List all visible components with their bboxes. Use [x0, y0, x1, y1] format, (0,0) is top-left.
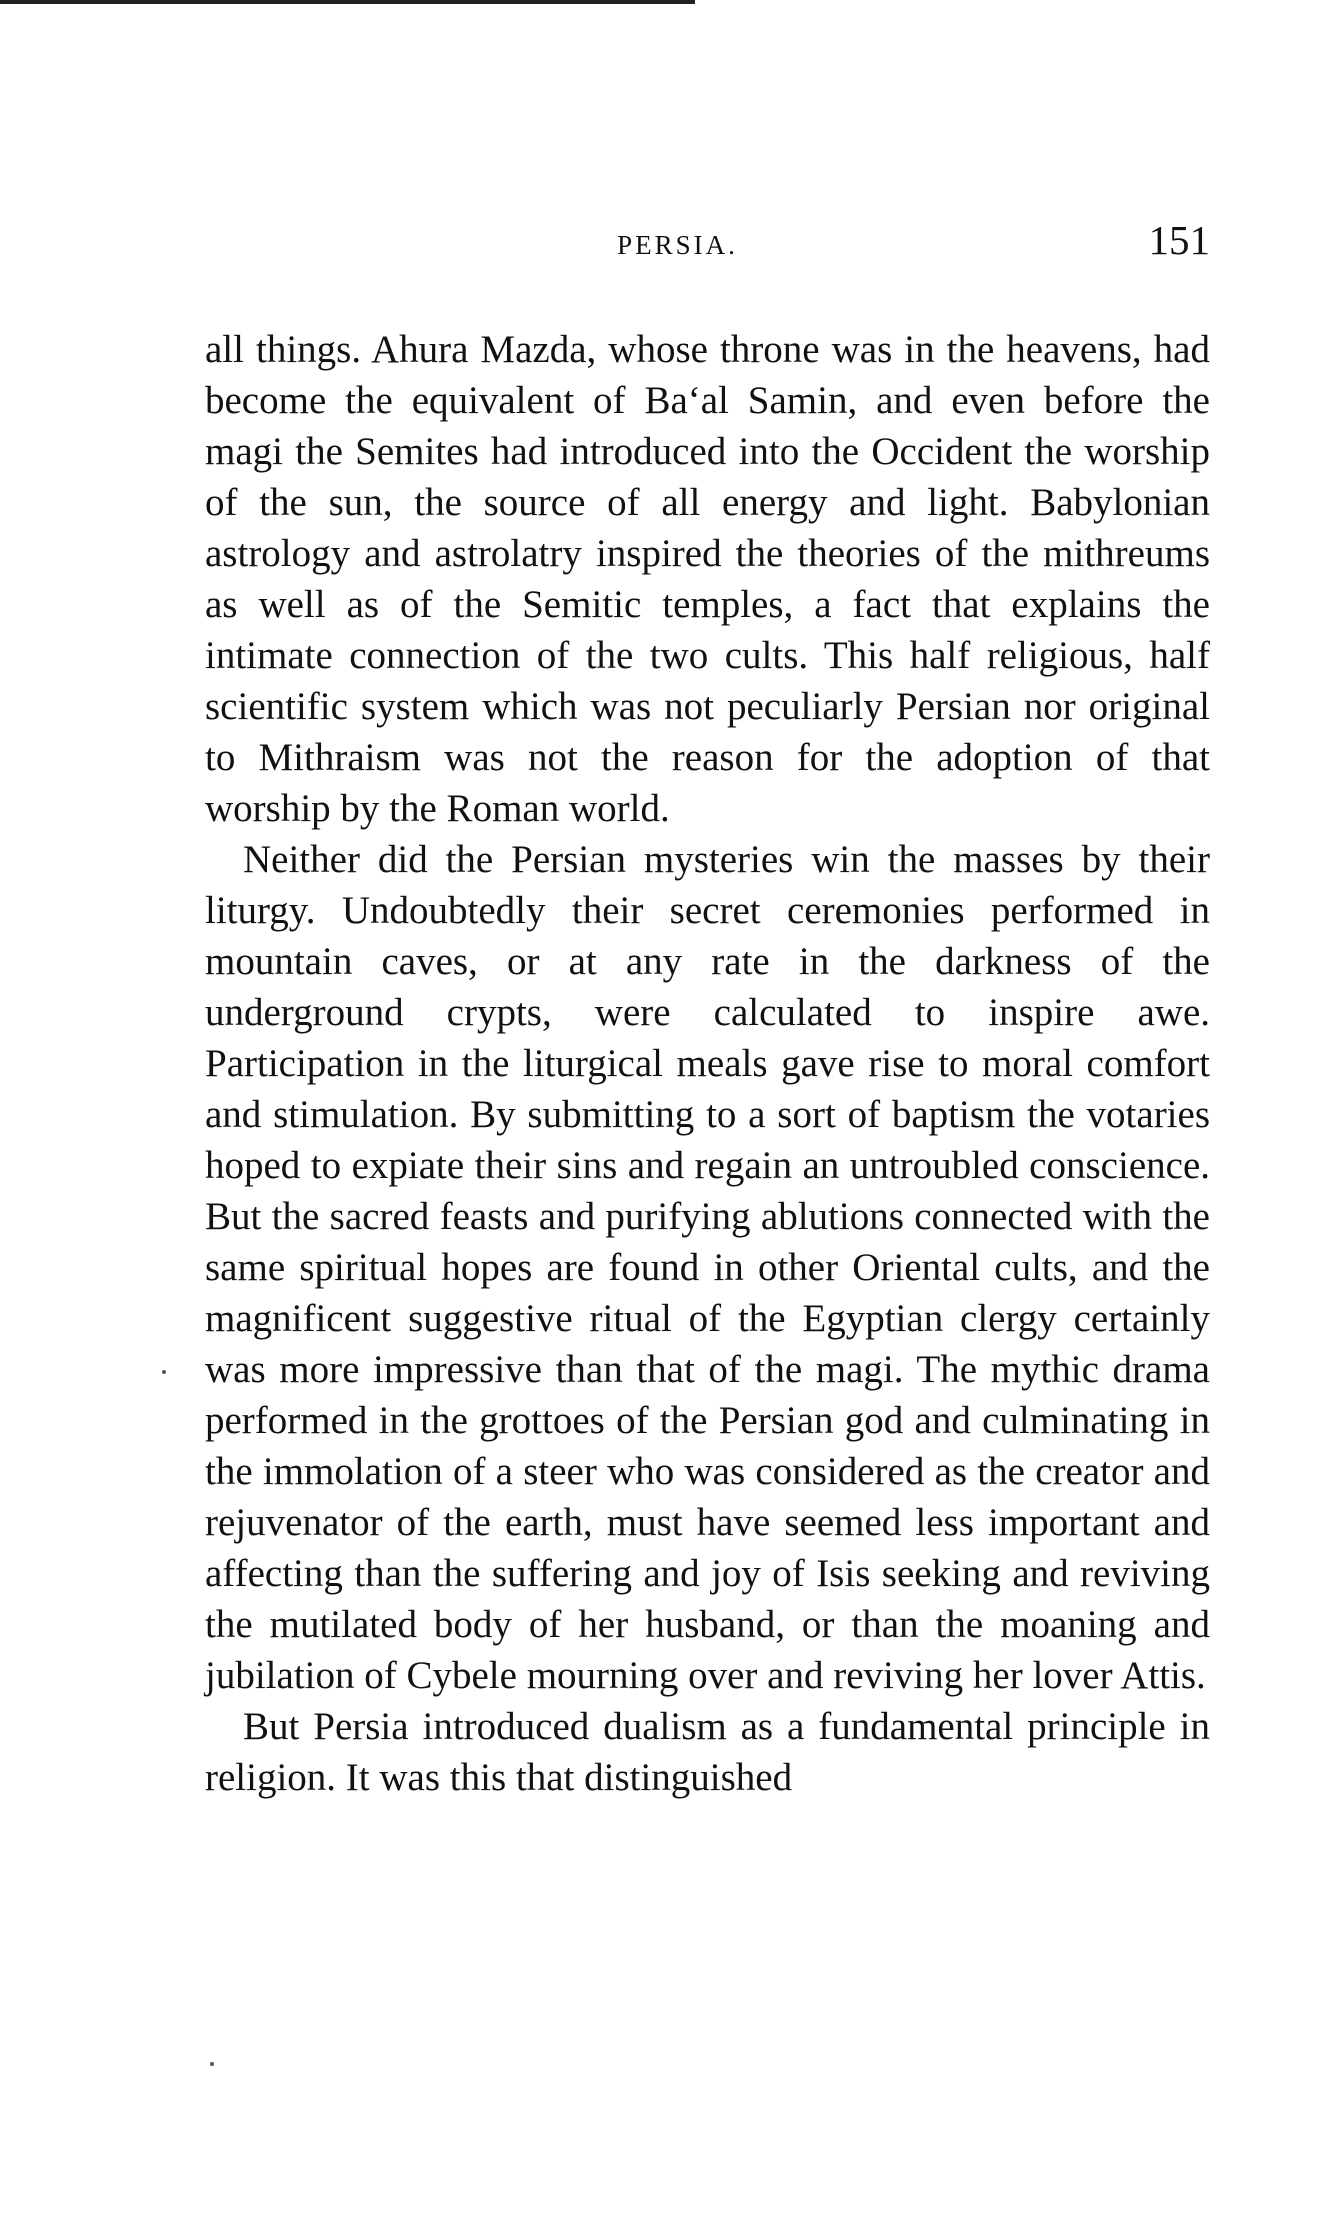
top-rule	[0, 0, 695, 4]
paragraph-2: Neither did the Persian mysteries win the masses by their liturgy. Undoubtedly their secret ceremonies performed in mountain caves, or at any rate in the darkness of the underground crypts, were calculated to inspire awe. Participation in the liturgical meals gave rise to moral comfort and stimulation. By submitting to a sort of baptism the votaries hoped to expiate their sins and regain an untroubled conscience. But the sacred feasts and purifying ablutions connected with the same spiritual hopes are found in other Oriental cults, and the magnificent suggestive ritual of the Egyptian clergy certainly was more impressive than that of the magi. The mythic drama performed in the grottoes of the Persian god and culminating in the immolation of a steer who was considered as the creator and rejuvenator of the earth, must have seemed less important and affecting than the suffering and joy of Isis seeking and reviving the mutilated body of her husband, or than the moaning and jubilation of Cybele mourning over and reviving her lover Attis.	[205, 838, 1210, 1697]
running-title: PERSIA.	[617, 230, 738, 260]
running-head	[205, 208, 1210, 278]
margin-speck	[210, 2062, 214, 2066]
paragraph-1: all things. Ahura Mazda, whose throne was in the heavens, had become the equivalent of Ba‘al Samin, and even before the magi the Semites had introduced into the Occident the worship of the sun, the source of all energy and light. Babylonian astrology and astrolatry inspired the theories of the mithreums as well as of the Semitic temples, a fact that explains the intimate connection of the two cults. This half religious, half scientific system which was not peculiarly Persian nor original to Mithraism was not the reason for the adoption of that worship by the Roman world.	[205, 328, 1210, 830]
book-page	[205, 208, 1210, 1803]
paragraph-3: But Persia introduced dualism as a fundamental principle in religion. It was this that distinguished	[205, 1705, 1210, 1799]
body-text	[205, 324, 1210, 1803]
margin-speck	[162, 1370, 166, 1374]
page-number: 151	[1148, 217, 1210, 263]
